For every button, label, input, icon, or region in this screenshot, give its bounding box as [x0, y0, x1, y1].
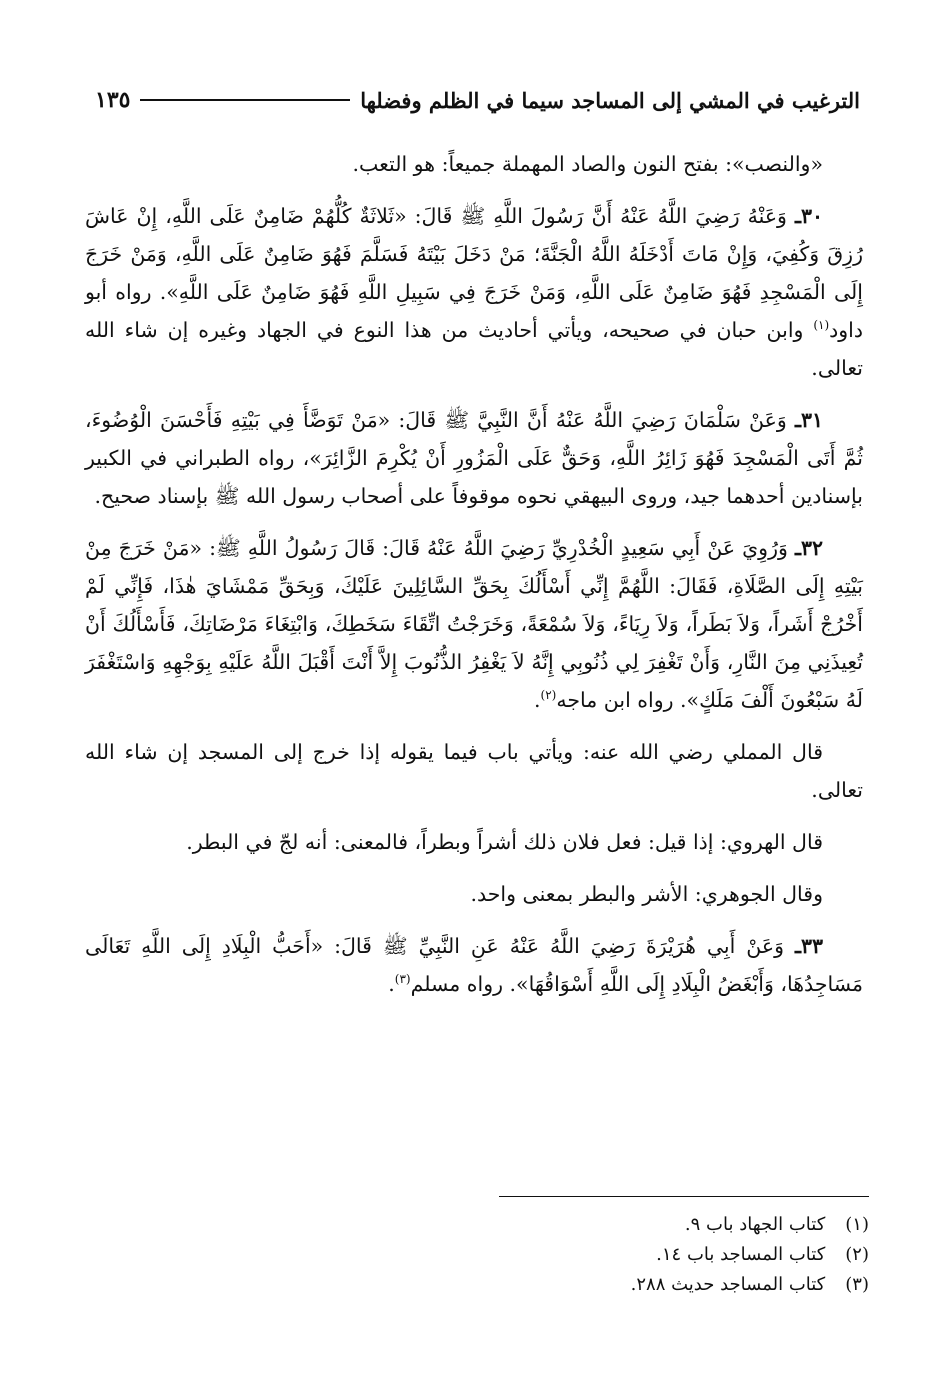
- footnote-marker: (٢): [540, 688, 557, 703]
- header-rule: [140, 99, 350, 101]
- paragraph-text: قال المملي رضي الله عنه: ويأتي باب فيما يقوله إذا خرج إلى المسجد إن شاء الله تعالى.: [85, 740, 863, 802]
- footnote-text: كتاب الجهاد باب ٩.: [684, 1214, 826, 1235]
- hadith-tail: .: [534, 688, 541, 712]
- running-title: الترغيب في المشي إلى المساجد سيما في الظلم وفضلها: [360, 87, 860, 113]
- hadith-text: وَعَنْهُ رَضِيَ اللَّهُ عَنْهُ أَنَّ رَسُولَ اللَّهِ ﷺ قَالَ: «ثَلاثَةٌ كُلُّهُمْ ضَامِنٌ عَلَى اللَّهِ، إِنْ عَاشَ رُزِقَ وَكُفِيَ، وَإِنْ مَاتَ أَدْخَلَهُ اللَّهُ الْجَنَّةَ؛ مَنْ دَخَلَ بَيْتَهُ فَسَلَّمَ فَهُوَ ضَامِنٌ عَلَى اللَّهِ، وَمَنْ خَرَجَ إِلَى الْمَسْجِدِ فَهُوَ ضَامِنٌ عَلَى اللَّهِ، وَمَنْ خَرَجَ فِي سَبِيلِ اللَّهِ فَهُوَ ضَامِنٌ عَلَى اللَّهِ». رواه أبو داود: [85, 204, 863, 342]
- hadith-33: [85, 927, 863, 1003]
- footnote-3: [369, 1270, 869, 1300]
- hadith-number: ٣٣ـ: [794, 934, 823, 958]
- footnote-marker: (٣): [394, 972, 411, 987]
- footnote-text: كتاب المساجد حديث ٢٨٨.: [630, 1274, 826, 1295]
- footnote-number: (١): [845, 1214, 869, 1235]
- hadith-tail: وابن حبان في صحيحه، ويأتي أحاديث من هذا النوع في الجهاد وغيره إن شاء الله تعالى.: [85, 318, 863, 380]
- footnote-divider: [499, 1196, 869, 1197]
- hadith-text: وَعَنْ سَلْمَانَ رَضِيَ اللَّهُ عَنْهُ أَنَّ النَّبِيَّ ﷺ قَالَ: «مَنْ تَوَضَّأَ فِي بَيْتِهِ فَأَحْسَنَ الْوُضُوءَ، ثُمَّ أَتَى الْمَسْجِدَ فَهُوَ زَائِرُ اللَّهِ، وَحَقٌّ عَلَى الْمَزُورِ أَنْ يُكْرِمَ الزَّائِرَ»، رواه الطبراني في الكبير بإسنادين أحدهما جيد، وروى البيهقي نحوه موقوفاً على أصحاب رسول الله ﷺ بإسناد صحيح.: [85, 408, 863, 508]
- page-header: [95, 80, 860, 120]
- page-number: ١٣٥: [95, 87, 131, 113]
- hadith-31: [85, 401, 863, 515]
- paragraph-text: «والنصب»: بفتح النون والصاد المهملة جميعاً: هو التعب.: [352, 152, 823, 176]
- footnote-number: (٢): [845, 1244, 869, 1265]
- paragraph-harawi: [85, 823, 863, 861]
- hadith-number: ٣١ـ: [794, 408, 823, 432]
- footnote-number: (٣): [845, 1274, 869, 1295]
- footnote-2: [369, 1240, 869, 1270]
- footnote-marker: (١): [813, 318, 830, 333]
- page-body: [85, 145, 863, 1017]
- hadith-tail: .: [388, 972, 395, 996]
- footnote-text: كتاب المساجد باب ١٤.: [656, 1244, 826, 1265]
- hadith-text: وَعَنْ أَبِي هُرَيْرَةَ رَضِيَ اللَّهُ عَنْهُ عَنِ النَّبِيِّ ﷺ قَالَ: «أَحَبُّ الْبِلَادِ إِلَى اللَّهِ تَعَالَى مَسَاجِدُهَا، وَأَبْغَضُ الْبِلَادِ إِلَى اللَّهِ أَسْوَاقُهَا». رواه مسلم: [85, 934, 863, 996]
- hadith-text: وَرُوِيَ عَنْ أَبِي سَعِيدٍ الْخُدْرِيِّ رَضِيَ اللَّهُ عَنْهُ قَالَ: قَالَ رَسُولُ اللَّهِ ﷺ: «مَنْ خَرَجَ مِنْ بَيْتِهِ إِلَى الصَّلَاةِ، فَقَالَ: اللَّهُمَّ إِنِّي أَسْأَلُكَ بِحَقِّ السَّائِلِينَ عَلَيْكَ، وَبِحَقِّ مَمْشَايَ هٰذَا، فَإِنِّي لَمْ أَخْرُجْ أَشَراً، وَلاَ بَطَراً، وَلاَ رِيَاءً، وَلاَ سُمْعَةً، وَخَرَجْتُ اتِّقَاءَ سَخَطِكَ، وَابْتِغَاءَ مَرْضَاتِكَ، فَأَسْأَلُكَ أَنْ تُعِيذَنِي مِنَ النَّارِ، وَأَنْ تَغْفِرَ لِي ذُنُوبِي إِنَّهُ لاَ يَغْفِرُ الذُّنُوبَ إِلاَّ أَنْتَ أَقْبَلَ اللَّهُ عَلَيْهِ بِوَجْهِهِ وَاسْتَغْفَرَ لَهُ سَبْعُونَ أَلْفَ مَلَكٍ». رواه ابن ماجه: [85, 536, 863, 712]
- hadith-32: [85, 529, 863, 719]
- paragraph-jawhari: [85, 875, 863, 913]
- footnote-1: [369, 1210, 869, 1240]
- paragraph-text: قال الهروي: إذا قيل: فعل فلان ذلك أشراً وبطراً، فالمعنى: أنه لجّ في البطر.: [186, 830, 823, 854]
- hadith-30: [85, 197, 863, 387]
- hadith-number: ٣٠ـ: [794, 204, 823, 228]
- paragraph-mumli: [85, 733, 863, 809]
- footnotes: [369, 1210, 869, 1300]
- paragraph-note-nasab: [85, 145, 863, 183]
- hadith-number: ٣٢ـ: [794, 536, 823, 560]
- paragraph-text: وقال الجوهري: الأشر والبطر بمعنى واحد.: [470, 882, 823, 906]
